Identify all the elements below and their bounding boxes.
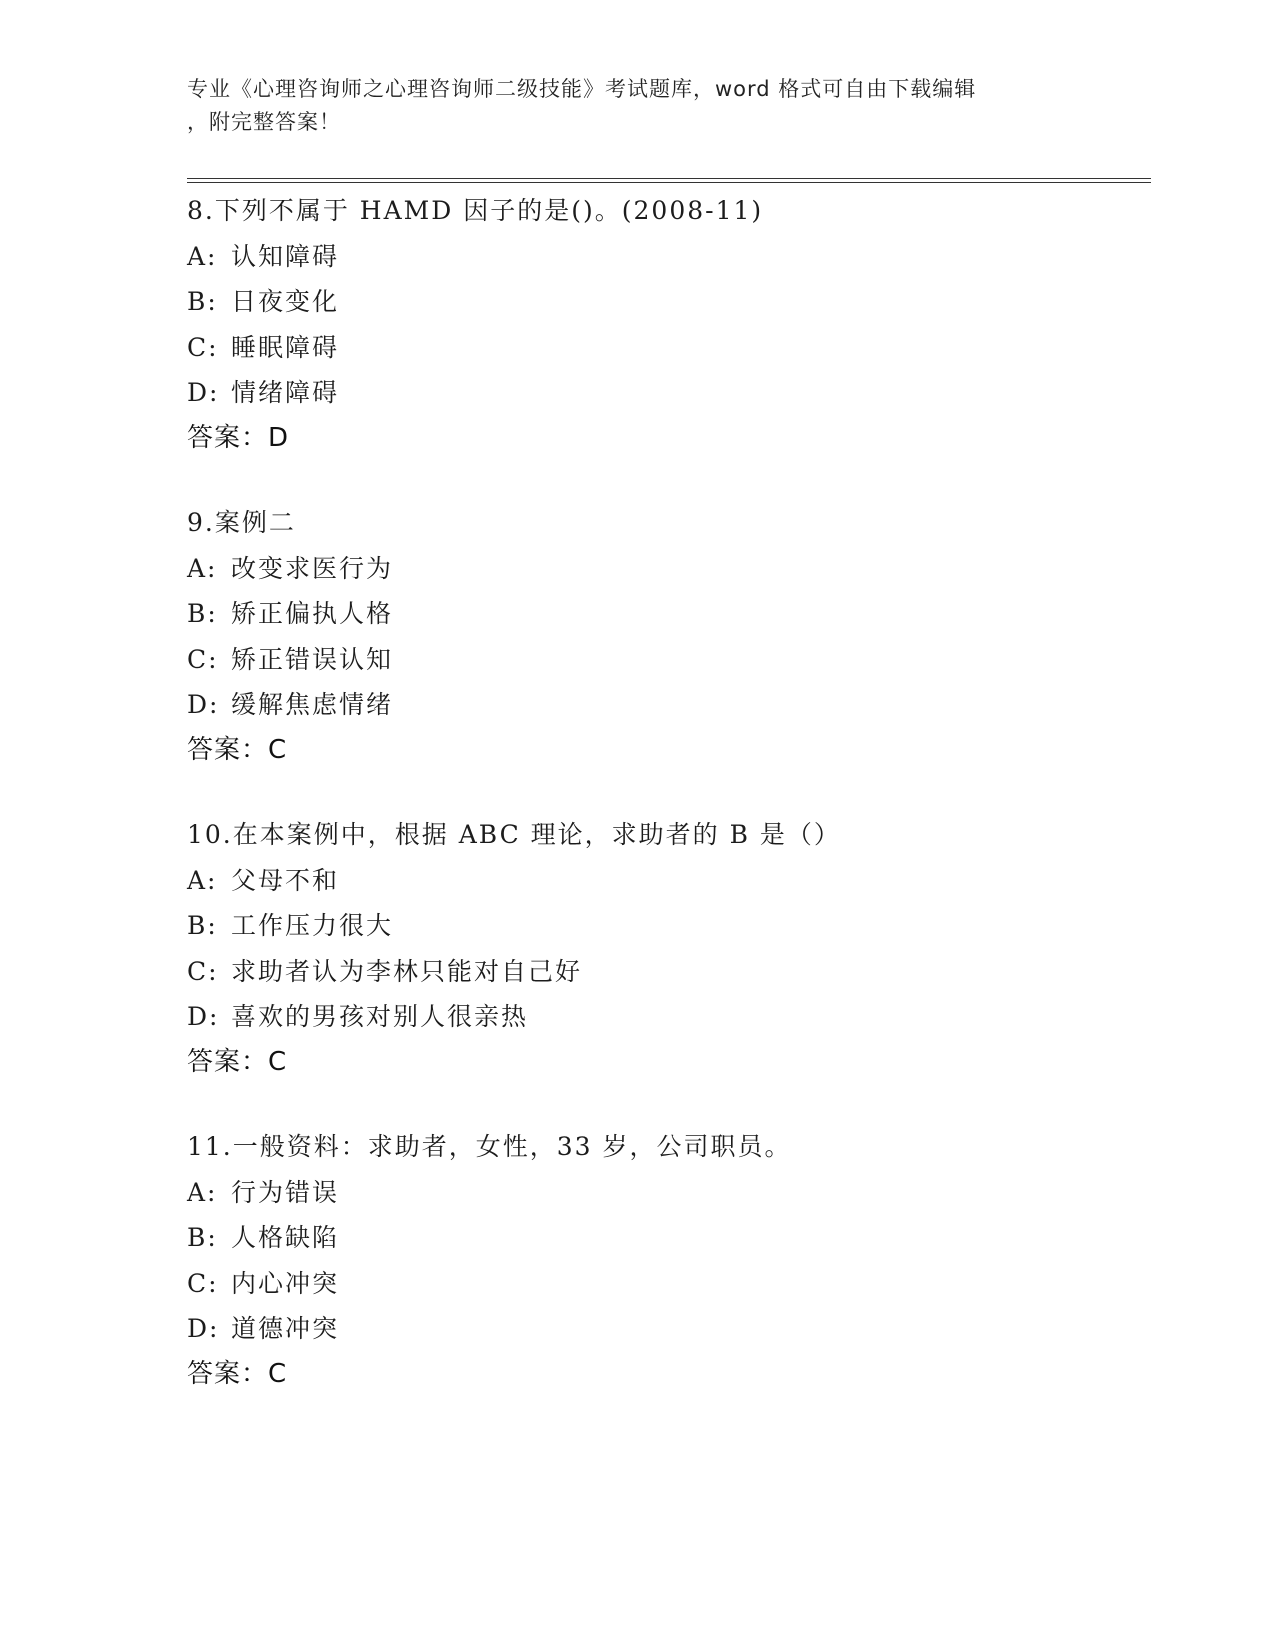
option-letter: A:	[187, 865, 218, 895]
option-letter: B:	[187, 287, 218, 316]
option-c	[187, 325, 1147, 371]
option-d	[187, 994, 1147, 1040]
option-letter: C:	[187, 644, 219, 674]
option-text: 认知障碍	[231, 241, 340, 271]
header-line-2: ，附完整答案！	[187, 110, 341, 134]
question-9	[187, 500, 1147, 773]
option-text: 求助者认为李林只能对自己好	[231, 956, 583, 986]
option-letter: B:	[187, 911, 218, 940]
answer-label: 答案：C	[187, 734, 288, 765]
option-text: 情绪障碍	[231, 378, 340, 407]
answer-label: 答案：C	[187, 1358, 288, 1389]
option-text: 改变求医行为	[231, 553, 394, 583]
question-8	[187, 188, 1147, 461]
option-c	[187, 949, 1147, 995]
option-letter: D:	[187, 1002, 220, 1031]
question-list	[187, 188, 1147, 1436]
option-letter: D:	[187, 378, 220, 407]
option-b	[187, 591, 1147, 637]
option-text: 人格缺陷	[231, 1223, 340, 1252]
option-text: 道德冲突	[231, 1314, 340, 1343]
option-text: 内心冲突	[231, 1268, 340, 1298]
option-letter: D:	[187, 1314, 220, 1343]
option-b	[187, 1215, 1147, 1261]
option-b	[187, 903, 1147, 949]
option-a	[187, 546, 1147, 592]
option-text: 矫正偏执人格	[231, 599, 394, 628]
option-c	[187, 637, 1147, 683]
option-a	[187, 858, 1147, 904]
question-stem: 8.下列不属于 HAMD 因子的是()。(2008-11)	[187, 196, 764, 225]
option-letter: C:	[187, 332, 219, 362]
question-stem: 11.一般资料：求助者，女性，33 岁，公司职员。	[187, 1132, 792, 1161]
option-c	[187, 1261, 1147, 1307]
option-text: 日夜变化	[231, 287, 340, 316]
option-a	[187, 234, 1147, 280]
question-stem: 9.案例二	[187, 508, 296, 537]
option-letter: B:	[187, 599, 218, 628]
question-11	[187, 1124, 1147, 1397]
option-a	[187, 1170, 1147, 1216]
option-text: 工作压力很大	[231, 911, 394, 940]
option-letter: A:	[187, 241, 218, 271]
header-divider	[187, 178, 1151, 183]
option-text: 喜欢的男孩对别人很亲热	[231, 1002, 529, 1031]
option-b	[187, 279, 1147, 325]
option-letter: A:	[187, 1177, 218, 1207]
option-d	[187, 1306, 1147, 1352]
option-text: 行为错误	[231, 1177, 340, 1207]
header-line-1: 专业《心理咨询师之心理咨询师二级技能》考试题库，word 格式可自由下载编辑	[187, 77, 977, 101]
option-letter: B:	[187, 1223, 218, 1252]
question-stem: 10.在本案例中，根据 ABC 理论，求助者的 B 是（）	[187, 820, 841, 849]
option-d	[187, 370, 1147, 416]
option-text: 睡眠障碍	[231, 332, 340, 362]
answer-label: 答案：C	[187, 1046, 288, 1077]
option-text: 矫正错误认知	[231, 644, 394, 674]
option-d	[187, 682, 1147, 728]
question-10	[187, 812, 1147, 1085]
document-header	[187, 73, 1087, 139]
option-letter: A:	[187, 553, 218, 583]
option-letter: C:	[187, 956, 219, 986]
option-letter: C:	[187, 1268, 219, 1298]
option-letter: D:	[187, 690, 220, 719]
answer-label: 答案：D	[187, 422, 290, 453]
option-text: 父母不和	[231, 865, 340, 895]
option-text: 缓解焦虑情绪	[231, 690, 394, 719]
